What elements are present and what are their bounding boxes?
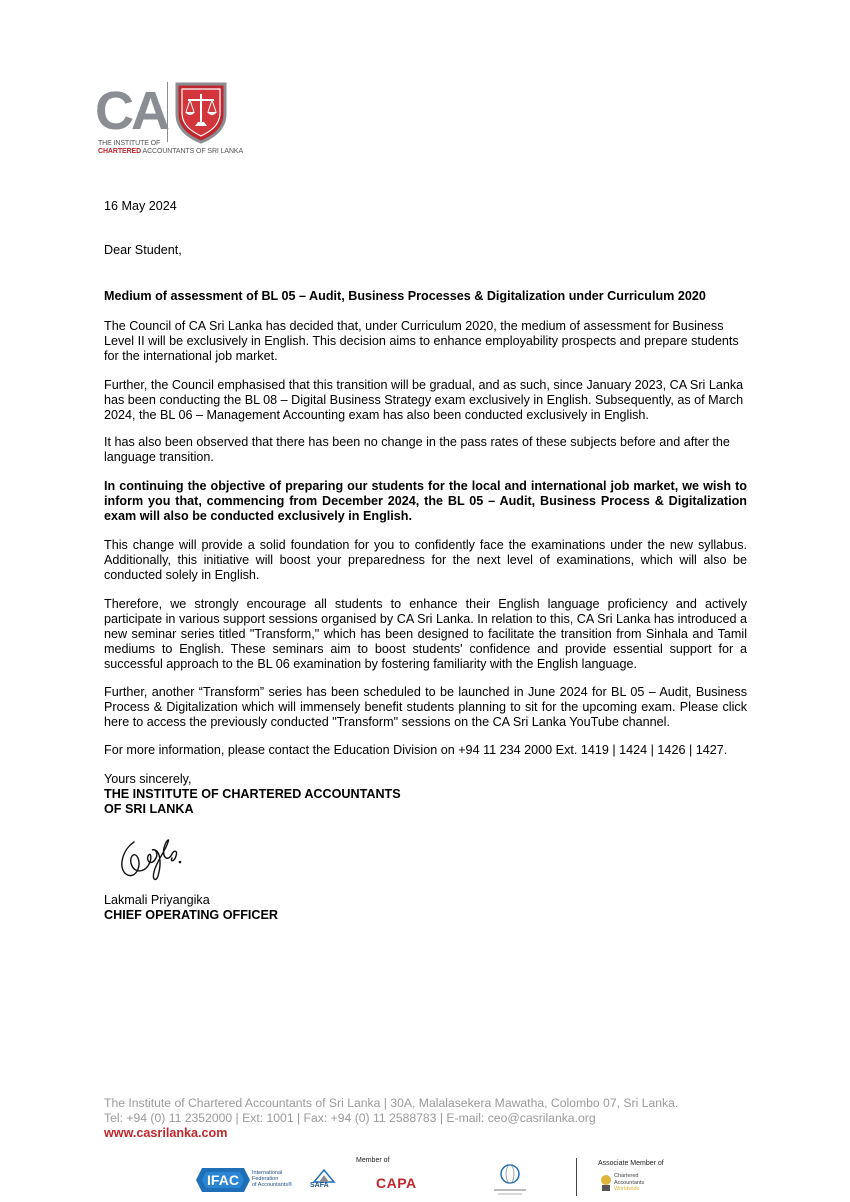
paragraph-6: Therefore, we strongly encourage all students to enhance their English language proficiency and actively participate in various support sessions organised by CA Sri Lanka. In relation to this, CA Sri Lanka has introduced a new seminar series titled "Transform," which has been designed to facilitate the transition from Sinhala and Tamil mediums to English. These seminars aim to boost students' confidence and provide essential support for a successful approach to the BL 06 examination by fostering familiarity with the English language. <box>104 597 747 671</box>
paragraph-7: Further, another “Transform” series has been scheduled to be launched in June 2024 for BL 05 – Audit, Business Process & Digitalization which will immensely benefit students planning to sit for the upcoming exam. Please click here to access the previously conducted "Transform" sessions on the CA Sri Lanka YouTube channel. <box>104 685 747 729</box>
signatory-name: Lakmali Priyangika <box>104 893 210 907</box>
capa-logo: CAPA <box>376 1175 417 1191</box>
membership-emblem-logo <box>490 1162 530 1196</box>
signatory-title: CHIEF OPERATING OFFICER <box>104 908 278 922</box>
associate-member-label: Associate Member of <box>598 1160 664 1167</box>
scales-shield-icon <box>173 80 229 144</box>
member-of-label: Member of <box>356 1157 390 1164</box>
salutation: Dear Student, <box>104 243 182 257</box>
associate-emblem-icon <box>600 1174 612 1192</box>
safa-logo: SAFA <box>310 1168 338 1194</box>
closing: Yours sincerely, <box>104 772 192 786</box>
letter-date: 16 May 2024 <box>104 199 177 213</box>
ifac-logo: IFAC International Federation of Accountants® <box>196 1164 296 1196</box>
paragraph-1: The Council of CA Sri Lanka has decided that, under Curriculum 2020, the medium of assessment for Business Level II will be exclusively in English. This decision aims to enhance employability prospects and prepare students for the international job market. <box>104 319 739 363</box>
paragraph-8: For more information, please contact the Education Division on +94 11 234 2000 Ext. 1419 | 1424 | 1426 | 1427. <box>104 743 728 757</box>
footer-contact: Tel: +94 (0) 11 2352000 | Ext: 1001 | Fax: +94 (0) 11 2588783 | E-mail: ceo@casrilanka.org <box>104 1111 596 1125</box>
letter-subject: Medium of assessment of BL 05 – Audit, Business Processes & Digitalization under Curriculum 2020 <box>104 289 706 303</box>
footer-address: The Institute of Chartered Accountants of Sri Lanka | 30A, Malalasekera Mawatha, Colombo 07, Sri Lanka. <box>104 1096 679 1110</box>
organization-line-1: THE INSTITUTE OF CHARTERED ACCOUNTANTS <box>104 787 401 801</box>
footer-divider <box>576 1158 577 1196</box>
ca-sri-lanka-logo <box>95 78 255 162</box>
logo-divider <box>167 82 168 142</box>
associate-member-logo: Chartered Accountants Worldwide <box>600 1172 660 1196</box>
paragraph-3: It has also been observed that there has been no change in the pass rates of these subjects before and after the language transition. <box>104 435 730 464</box>
logo-initials: CA <box>95 81 167 141</box>
paragraph-4: In continuing the objective of preparing our students for the local and international job market, we wish to inform you that, commencing from December 2024, the BL 05 – Audit, Business Process & Digitalization exam will also be conducted exclusively in English. <box>104 479 747 523</box>
paragraph-2: Further, the Council emphasised that this transition will be gradual, and as such, since January 2023, CA Sri Lanka has been conducting the BL 08 – Digital Business Strategy exam exclusively in English. Subsequently, as of March 2024, the BL 06 – Management Accounting exam has also been conducted exclusively in English. <box>104 378 744 422</box>
signature-image <box>112 828 192 888</box>
logo-subtitle: THE INSTITUTE OF CHARTERED ACCOUNTANTS OF SRI LANKA <box>98 140 244 155</box>
organization-line-2: OF SRI LANKA <box>104 802 194 816</box>
globe-emblem-icon <box>490 1162 530 1196</box>
footer-website-link[interactable]: www.casrilanka.com <box>104 1126 228 1140</box>
paragraph-5: This change will provide a solid foundation for you to confidently face the examinations under the new syllabus. Additionally, this initiative will boost your preparedness for the next level of examinations, which will also be conducted solely in English. <box>104 538 747 582</box>
